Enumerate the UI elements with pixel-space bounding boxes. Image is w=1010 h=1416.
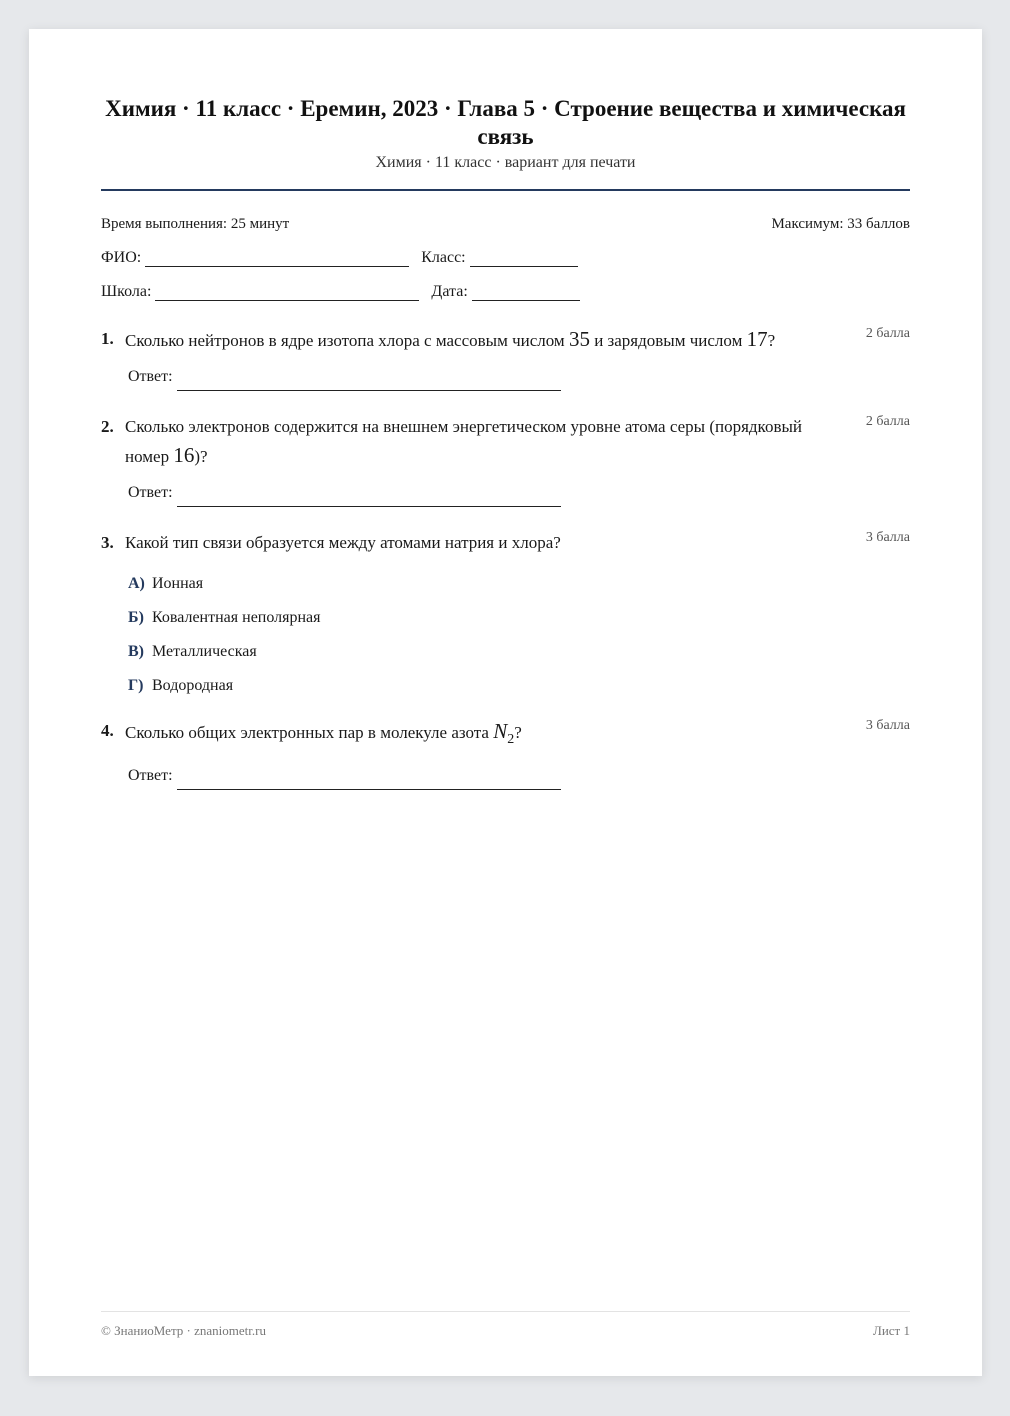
option-c[interactable] [128,635,910,669]
answer-row [128,363,910,391]
class-label: Класс: [421,249,466,266]
math-value: 16 [173,443,195,467]
field-row-2 [101,281,910,301]
option-a[interactable] [128,567,910,601]
class-field[interactable] [470,251,578,267]
option-text: Ионная [152,575,204,592]
option-text: Металлическая [152,643,257,660]
answer-field[interactable] [177,491,561,507]
footer-page-number: Лист 1 [873,1323,910,1338]
question-text: Какой тип связи образуется между атомами натрия и хлора? [125,533,561,552]
question-number: 3. [101,533,114,552]
answer-field[interactable] [177,774,561,790]
answer-field[interactable] [177,375,561,391]
math-value: 17 [746,327,768,351]
header-divider [101,189,910,191]
question-number: 4. [101,721,114,740]
answer-label: Ответ: [128,767,173,785]
school-label: Школа: [101,283,152,300]
answer-label: Ответ: [128,484,173,501]
answer-row [128,479,910,507]
option-text: Ковалентная неполярная [152,609,321,626]
date-label: Дата: [431,283,468,300]
time-limit: Время выполнения: 25 минут [101,216,290,232]
question-4 [101,717,910,790]
question-points: 3 балла [865,718,910,733]
math-value: 35 [568,327,590,351]
question-1 [101,325,910,391]
fio-label: ФИО: [101,249,142,266]
date-field[interactable] [472,285,580,301]
fio-field[interactable] [145,251,409,267]
option-letter: Г) [128,677,144,694]
field-row-1 [101,247,910,267]
option-text: Водородная [152,677,234,694]
question-text: Сколько электронов содержится на внешнем энергетическом уровне атома серы (порядковый номер 16)? [125,417,802,467]
question-points: 2 балла [865,326,910,341]
question-points: 3 балла [865,530,910,545]
student-fields [101,247,910,301]
question-number: 1. [101,329,114,348]
question-text: Сколько нейтронов в ядре изотопа хлора с массовым числом 35 и зарядовым числом 17? [125,327,776,351]
question-text: Сколько общих электронных пар в молекуле азота $N_2$? [125,719,522,748]
answer-label: Ответ: [128,368,173,385]
page-title: Химия · 11 класс · Еремин, 2023 · Глава 5 · Строение вещества и химическая связь [105,96,906,149]
footer-copyright: © ЗнаниоМетр · znaniometr.ru [101,1323,266,1338]
max-score: Максимум: 33 баллов [771,216,910,232]
page-subtitle: Химия · 11 класс · вариант для печати [375,154,636,171]
option-letter: Б) [128,609,144,626]
math-formula: $N_2$ [493,719,515,748]
answer-options [128,567,910,703]
question-3 [101,529,910,703]
option-b[interactable] [128,601,910,635]
page-footer [101,1311,910,1339]
worksheet-page [29,29,982,1376]
option-letter: В) [128,643,144,660]
option-d[interactable] [128,669,910,703]
answer-row [128,762,910,790]
question-points: 2 балла [865,414,910,429]
option-letter: А) [128,575,145,592]
question-2 [101,413,910,507]
exam-meta [101,216,910,233]
school-field[interactable] [155,285,419,301]
question-number: 2. [101,417,114,436]
